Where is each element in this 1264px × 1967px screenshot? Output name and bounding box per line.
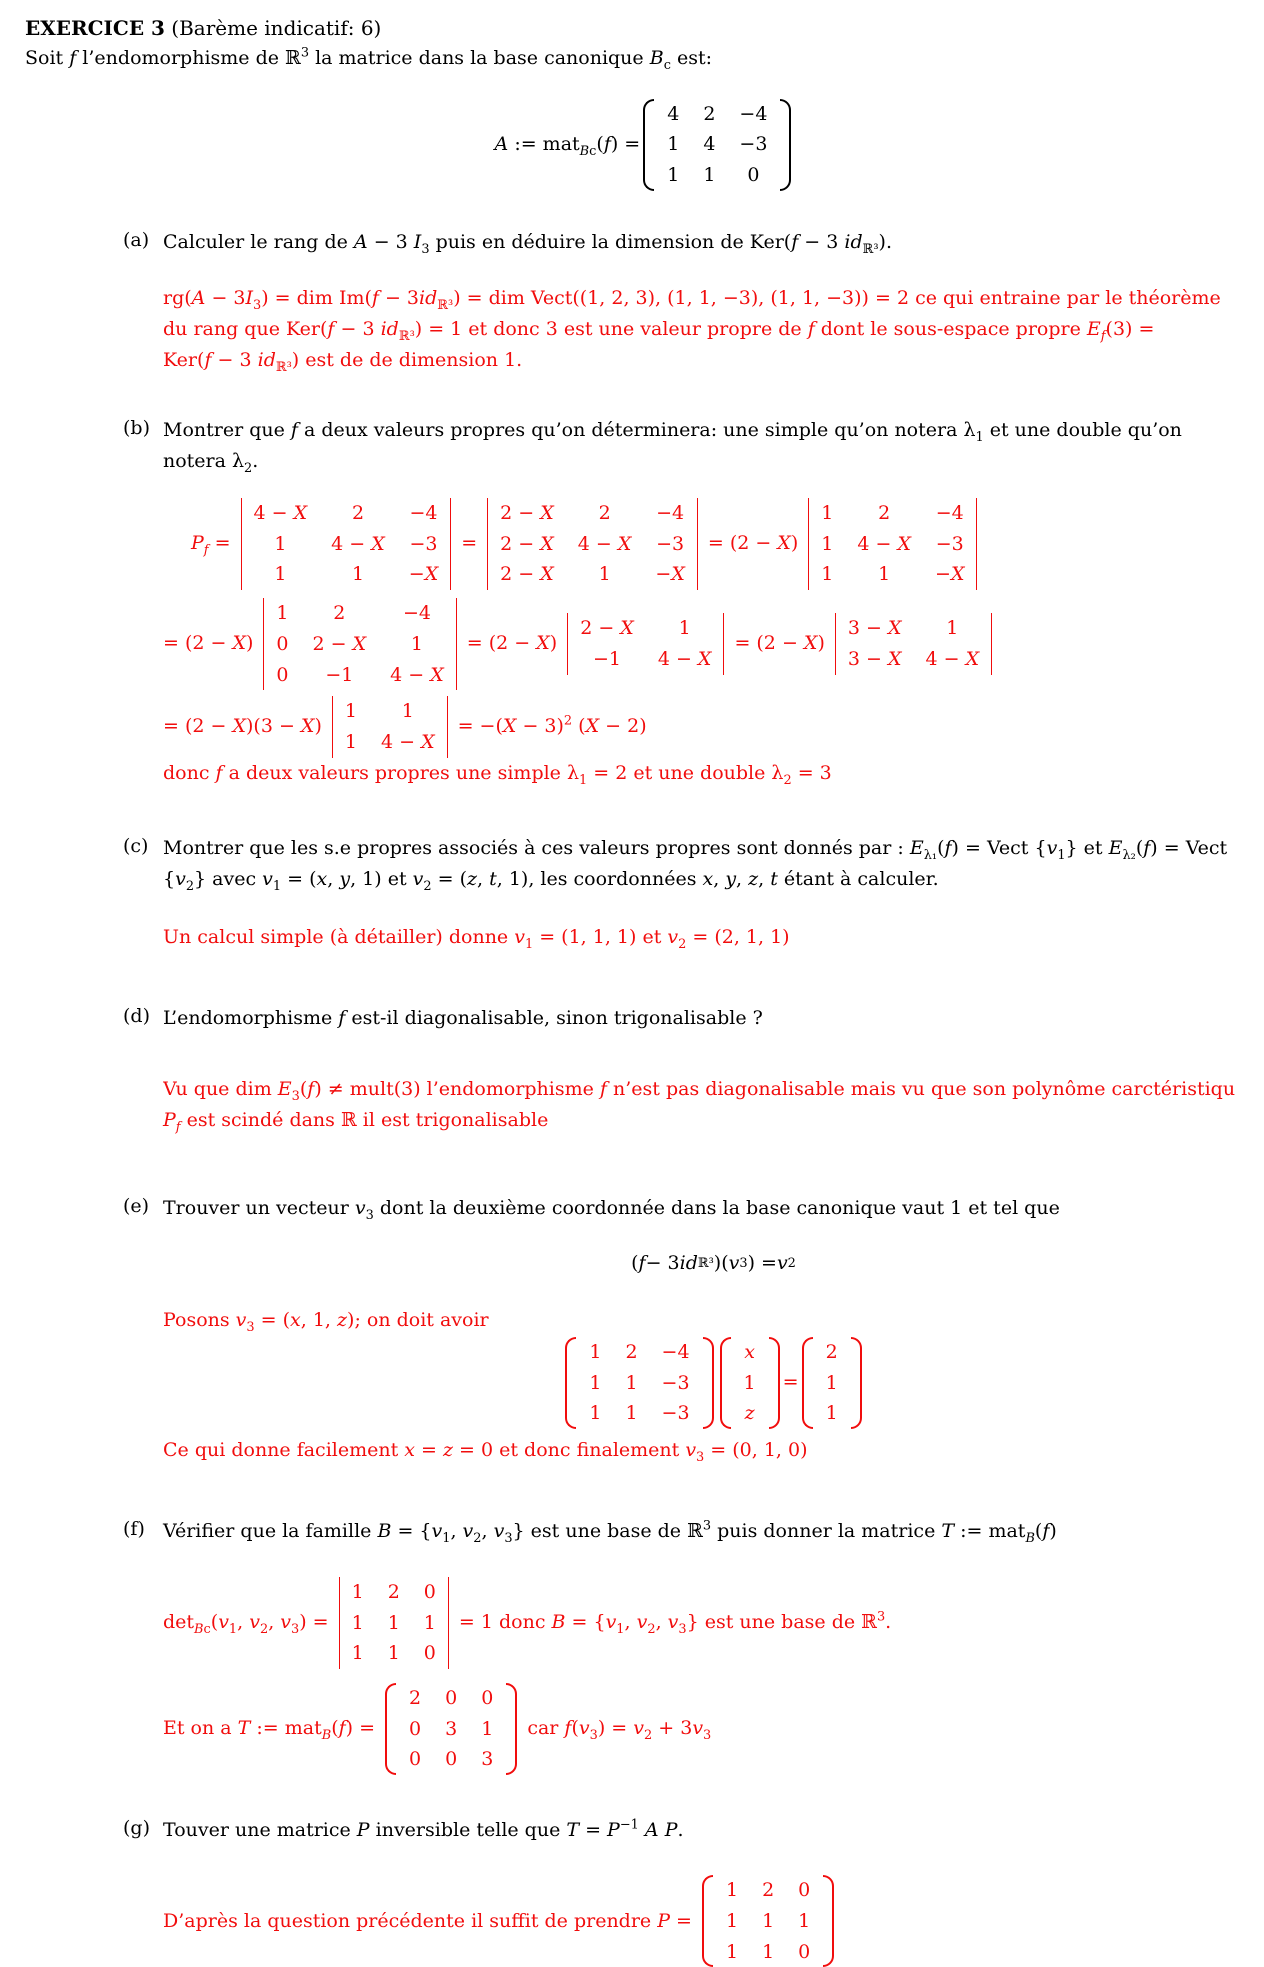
matrix-row [333, 696, 447, 727]
matrix-body [714, 1875, 822, 1967]
matrix-cell: 1 [821, 563, 834, 586]
matrix-cell: 4 − X [577, 532, 632, 555]
unknown-vector [720, 1337, 780, 1429]
matrix-cell: 0 [423, 1642, 436, 1665]
matrix-cell: 1 [387, 1642, 400, 1665]
determinant-matrix [241, 498, 452, 590]
matrix-row [577, 1368, 701, 1399]
equation-text: = (2 − X)(3 − X) [163, 715, 322, 738]
matrix-cell: 0 [445, 1686, 458, 1709]
matrix-right-delimiter [703, 1337, 714, 1429]
matrix-right-delimiter [851, 1337, 862, 1429]
matrix-left-delimiter [802, 1337, 813, 1429]
matrix-cell: 1 [703, 163, 716, 186]
matrix-body [333, 696, 447, 757]
equation-text: = (2 − X) [707, 532, 799, 555]
t-matrix [385, 1683, 517, 1775]
matrix-cell: 2 − X [312, 632, 367, 655]
equation-text: car $f(v_3) = v_2 + 3v_3$ [527, 1717, 712, 1743]
equation-text: = (2 − X) [163, 632, 254, 655]
matrix-cell: 1 [344, 730, 357, 753]
matrix-body [655, 99, 779, 191]
matrix-cell: 1 [743, 1371, 756, 1394]
matrix-body [340, 1577, 448, 1669]
matrix-right-delimiter [450, 498, 451, 590]
matrix-row [577, 1337, 701, 1368]
matrix-cell: −4 [935, 502, 964, 525]
matrix-row [340, 1638, 448, 1669]
matrix-cell: 1 [821, 532, 834, 555]
matrix-right-delimiter [723, 613, 724, 674]
matrix-cell: 0 [409, 1717, 422, 1740]
matrix-right-delimiter [823, 1875, 834, 1967]
matrix-cell: 4 [703, 133, 716, 156]
matrix-row [242, 498, 451, 529]
matrix-right-delimiter [506, 1683, 517, 1775]
matrix-a-prefix: A := mat$_{Bc}$(f) = [494, 132, 641, 159]
matrix-row [397, 1744, 505, 1775]
matrix-row [264, 660, 455, 691]
result-vector [802, 1337, 862, 1429]
matrix-cell: 2 [878, 502, 891, 525]
equation-text: D’après la question précédente il suffit de prendre P = [163, 1909, 692, 1932]
matrix-a-display [25, 99, 1264, 191]
matrix-cell: −3 [409, 532, 438, 555]
matrix-cell: 4 − X [253, 502, 308, 525]
exercise-title [25, 14, 1264, 43]
matrix-row [809, 529, 976, 560]
item-d-stem: L’endomorphisme f est-il diagonalisable, sinon trigonalisable ? [163, 1007, 763, 1030]
matrix-cell: 0 [481, 1686, 494, 1709]
item-a [123, 227, 1264, 376]
matrix-cell: 1 [946, 617, 959, 640]
matrix-cell: 1 [351, 563, 365, 586]
item-d [123, 1003, 1264, 1135]
matrix-cell: 4 − X [380, 730, 435, 753]
matrix-body [397, 1683, 505, 1775]
matrix-cell: 1 [725, 1910, 739, 1933]
matrix-cell: 1 [387, 1611, 400, 1634]
determinant-matrix [487, 498, 698, 590]
solution-line: du rang que Ker(f − 3 $id_{ℝ^3}) = 1$ et donc 3 est une valeur propre de f dont le sous-espace propre $E_f(3)$ = [163, 317, 1155, 344]
determinant-matrix [332, 696, 448, 757]
matrix-cell: −3 [656, 532, 685, 555]
matrix-cell: 2 [333, 602, 346, 625]
matrix-left-delimiter [720, 1337, 731, 1429]
matrix-cell: 2 [387, 1580, 400, 1603]
matrix-cell: −4 [661, 1340, 690, 1363]
equation-row-1 [191, 498, 1264, 590]
item-e-label: (e) [123, 1195, 150, 1218]
matrix-cell: 0 [423, 1580, 436, 1603]
matrix-cell: 1 [589, 1340, 602, 1363]
matrix-row [340, 1577, 448, 1608]
item-b-label: (b) [123, 417, 150, 440]
matrix-cell: 2 [598, 502, 611, 525]
solution-line: Vu que dim $E_3(f)$ ≠ mult(3) l’endomorphisme f n’est pas diagonalisable mais vu que son polynôme carctéristiqu [163, 1077, 1236, 1104]
item-e-solution [163, 1307, 1264, 1464]
matrix-cell: 1 [798, 1910, 811, 1933]
matrix-row [333, 727, 447, 758]
equation-text: $\det_{Bc}(v_1$, $v_2$, $v_3$) = [163, 1611, 329, 1637]
item-c [123, 833, 1264, 951]
matrix-cell: 0 [445, 1748, 458, 1771]
item-e-stem: Trouver un vecteur $v_3$ dont la deuxième coordonnée dans la base canonique vaut 1 et tel que [163, 1197, 1060, 1224]
determinant-matrix [835, 613, 992, 674]
item-a-solution [163, 283, 1264, 375]
matrix-body [814, 1337, 850, 1429]
matrix-row [488, 498, 697, 529]
matrix-cell: 4 − X [857, 532, 912, 555]
item-b-conclusion: donc f a deux valeurs propres une simple $\lambda_1 = 2$ et une double $\lambda_2 = 3$ [163, 761, 832, 788]
matrix-cell: −4 [409, 502, 438, 525]
matrix-right-delimiter [456, 598, 457, 690]
matrix-body [242, 498, 451, 590]
matrix-right-delimiter [769, 1337, 780, 1429]
item-g-stem: Touver une matrice P inversible telle que $T = P^{-1}$ A P. [163, 1817, 684, 1841]
matrix-cell: 0 [798, 1879, 811, 1902]
item-e [123, 1193, 1264, 1464]
solution-line: $rg(A - 3I_3)$ = dim $Im(f - 3id_{ℝ^3})$ = dim Vect((1, 2, 3), (1, 1, −3), (1, 1, −3)) = 2 ce qui entraine par le théorème [163, 287, 1221, 313]
item-b-solution [163, 498, 1264, 787]
matrix-row [814, 1398, 850, 1429]
equation-text: = 1 donc $B = \{v_1$, $v_2$, $v_3$} est une base de ℝ$^3$. [458, 1609, 892, 1637]
item-b [123, 415, 1264, 787]
item-g-label: (g) [123, 1816, 150, 1839]
matrix-row [488, 529, 697, 560]
matrix-cell: 1 [667, 163, 680, 186]
matrix-cell: −X [408, 563, 439, 586]
matrix-left-delimiter [385, 1683, 396, 1775]
determinant-row [163, 1577, 1264, 1669]
matrix-row [809, 559, 976, 590]
t-matrix-row [163, 1683, 1264, 1775]
item-c-label: (c) [123, 835, 149, 858]
matrix-cell: 1 [598, 563, 611, 586]
matrix-cell: 1 [481, 1717, 494, 1740]
matrix-cell: 1 [625, 1402, 638, 1425]
equation-row-3 [163, 696, 1264, 757]
matrix-cell: 1 [344, 700, 357, 723]
matrix-row [836, 613, 991, 644]
matrix-cell: 4 − X [925, 648, 980, 671]
determinant-matrix [339, 1577, 449, 1669]
matrix-cell: 4 − X [331, 532, 385, 555]
matrix-cell: 2 − X [580, 617, 634, 640]
item-a-label: (a) [123, 228, 150, 251]
matrix-right-delimiter [448, 1577, 449, 1669]
matrix-cell: −X [935, 563, 965, 586]
matrix-cell: 1 [678, 617, 691, 640]
matrix-right-delimiter [991, 613, 992, 674]
matrix-cell: 2 − X [500, 563, 554, 586]
equation-text: = (2 − X) [734, 632, 825, 655]
matrix-cell: 2 − X [500, 502, 554, 525]
equation-text: $P_f$ = [191, 532, 231, 559]
matrix-cell: −X [655, 563, 685, 586]
matrix-body [836, 613, 991, 674]
matrix-body [488, 498, 697, 590]
matrix-cell: 0 [798, 1940, 811, 1963]
matrix-row [577, 1398, 701, 1429]
matrix-cell: 0 [409, 1748, 422, 1771]
exercise-title-bold: EXERCICE 3 [25, 16, 165, 40]
matrix-cell: −3 [935, 532, 964, 555]
matrix-row [714, 1906, 822, 1937]
matrix-right-delimiter [697, 498, 698, 590]
equation-text: = (2 − X) [466, 632, 558, 655]
solution-line: Ce qui donne facilement x = z = 0 et donc finalement $v_3 = (0$, 1, 0) [163, 1438, 808, 1465]
matrix-row [397, 1714, 505, 1745]
p-matrix-row [163, 1875, 1264, 1967]
matrix-cell: 1 [825, 1371, 838, 1394]
item-f [123, 1516, 1264, 1775]
matrix-row [714, 1937, 822, 1967]
item-list [123, 227, 1264, 1967]
matrix-cell: 3 [445, 1717, 458, 1740]
matrix-cell: z [744, 1402, 755, 1425]
solution-line: Posons $v_3 = (x$, 1, z); on doit avoir [163, 1309, 489, 1336]
matrix-cell: 2 [762, 1879, 775, 1902]
solution-line: $P_f$ est scindé dans ℝ il est trigonalisable [163, 1108, 549, 1135]
matrix-cell: 1 [589, 1402, 602, 1425]
item-c-stem: Montrer que les s.e propres associés à ces valeurs propres sont donnés par : $E_{\lambda_1}(f)$ = Vect $\{v_1\}$ et $E_{\lambda_2}(f)$ = Vect $\{v_2\}$ avec $v_1 = (x$, y, 1) et $v_2 = (z$, t, 1), les coordonnées x, y, z, t étant à calculer. [163, 837, 1228, 894]
matrix-cell: −1 [592, 648, 621, 671]
matrix-row [814, 1337, 850, 1368]
matrix-equation-row [163, 1337, 1264, 1429]
matrix-cell: 1 [821, 502, 834, 525]
equation-text: = [461, 532, 478, 555]
matrix-a [643, 99, 791, 191]
matrix-row [242, 559, 451, 590]
matrix-row [568, 613, 723, 644]
matrix-cell: 0 [747, 163, 760, 186]
intro-line: Soit f l’endomorphisme de ℝ$^3$ la matrice dans la base canonique $B_c$ est: [25, 45, 712, 73]
matrix-body [809, 498, 976, 590]
matrix-row [242, 529, 451, 560]
matrix-row [340, 1608, 448, 1639]
matrix-cell: 2 − X [500, 532, 554, 555]
equation-text: = [782, 1371, 799, 1394]
item-f-solution [163, 1577, 1264, 1775]
matrix-cell: x [744, 1340, 755, 1363]
matrix-left-delimiter [643, 99, 654, 191]
matrix-cell: 1 [825, 1402, 838, 1425]
matrix-cell: 3 − X [847, 617, 902, 640]
matrix-cell: 1 [762, 1940, 775, 1963]
matrix-body [577, 1337, 701, 1429]
matrix-cell: 1 [410, 632, 423, 655]
matrix-cell: 1 [274, 563, 287, 586]
matrix-cell: −3 [739, 133, 768, 156]
matrix-cell: 4 − X [657, 648, 712, 671]
item-f-stem: Vérifier que la famille $B = \{v_1$, $v_2$, $v_3$} est une base de ℝ$^3$ puis donner la matrice T := mat$_B$(f) [163, 1519, 1057, 1547]
matrix-row [732, 1398, 768, 1429]
matrix-row [264, 598, 455, 629]
matrix-cell: 1 [401, 700, 414, 723]
matrix-cell: 1 [667, 133, 680, 156]
matrix-cell: 1 [762, 1910, 775, 1933]
matrix-right-delimiter [976, 498, 977, 590]
matrix-row [714, 1875, 822, 1906]
matrix-cell: 1 [351, 1611, 364, 1634]
matrix-cell: 1 [725, 1940, 739, 1963]
matrix-row [655, 129, 779, 160]
matrix-cell: 2 [625, 1340, 638, 1363]
determinant-matrix [808, 498, 977, 590]
matrix-cell: −3 [661, 1402, 690, 1425]
matrix-cell: 2 [351, 502, 365, 525]
matrix-cell: 3 − X [847, 648, 902, 671]
matrix-cell: 4 [667, 102, 680, 125]
item-g-solution [163, 1875, 1264, 1967]
matrix-row [814, 1368, 850, 1399]
matrix-row [397, 1683, 505, 1714]
matrix-cell: 2 [409, 1686, 422, 1709]
matrix-row [836, 644, 991, 675]
matrix-cell: 0 [276, 632, 289, 655]
matrix-body [568, 613, 723, 674]
matrix-cell: 1 [878, 563, 891, 586]
matrix-cell: 3 [481, 1748, 494, 1771]
matrix-cell: 1 [625, 1371, 638, 1394]
matrix-row [732, 1368, 768, 1399]
matrix-row [264, 629, 455, 660]
matrix-cell: −4 [739, 102, 768, 125]
matrix-right-delimiter [447, 696, 448, 757]
matrix-row [568, 644, 723, 675]
matrix-cell: 1 [589, 1371, 602, 1394]
matrix-cell: 1 [351, 1580, 364, 1603]
equation-text: Et on a T := mat$_B$(f) = [163, 1717, 376, 1743]
matrix-cell: 2 [825, 1340, 838, 1363]
matrix-cell: −4 [656, 502, 685, 525]
item-e-display-equation: ( f − 3 id ℝ³ )( v 3 ) = v 2 [631, 1251, 796, 1274]
item-a-stem: Calculer le rang de A − 3 $I_3$ puis en déduire la dimension de Ker(f − 3 $id_{ℝ^3}$). [163, 230, 892, 257]
item-d-label: (d) [123, 1005, 150, 1028]
matrix-body [264, 598, 455, 690]
determinant-matrix [567, 613, 724, 674]
matrix-row [809, 498, 976, 529]
matrix-row [732, 1337, 768, 1368]
equation-text: = $-(X - 3)^2$ (X − 2) [457, 713, 647, 738]
item-c-solution: Un calcul simple (à détailler) donne $v_1 = (1$, 1, 1) et $v_2 = (2$, 1, 1) [163, 925, 790, 952]
matrix-cell: 1 [274, 532, 287, 555]
exercise-title-rest: (Barème indicatif: 6) [164, 16, 382, 40]
equation-row-2 [163, 598, 1264, 690]
matrix-row [655, 99, 779, 130]
matrix-body [732, 1337, 768, 1429]
matrix-left-delimiter [565, 1337, 576, 1429]
item-f-label: (f) [123, 1518, 145, 1541]
matrix-cell: −3 [661, 1371, 690, 1394]
matrix-row [655, 160, 779, 191]
matrix-cell: −1 [325, 663, 354, 686]
item-b-stem: Montrer que f a deux valeurs propres qu’on déterminera: une simple qu’on notera $\lambda_1$ et une double qu’on notera $\lambda_2$. [163, 419, 1182, 476]
matrix-cell: 4 − X [390, 663, 444, 686]
determinant-matrix [263, 598, 456, 690]
matrix-cell: 1 [276, 602, 289, 625]
matrix-cell: 1 [423, 1611, 436, 1634]
matrix-cell: −4 [402, 602, 431, 625]
item-g [123, 1815, 1264, 1967]
solution-line: Ker(f − 3 $id_{ℝ^3}$) est de de dimension 1. [163, 348, 523, 375]
matrix-cell: 2 [703, 102, 716, 125]
matrix-row [488, 559, 697, 590]
matrix-right-delimiter [780, 99, 791, 191]
matrix-cell: 1 [351, 1642, 364, 1665]
matrix-cell: 0 [276, 663, 289, 686]
coefficient-matrix [565, 1337, 713, 1429]
matrix-left-delimiter [702, 1875, 713, 1967]
p-matrix [702, 1875, 834, 1967]
matrix-cell: 1 [725, 1879, 739, 1902]
item-d-solution [163, 1074, 1264, 1136]
